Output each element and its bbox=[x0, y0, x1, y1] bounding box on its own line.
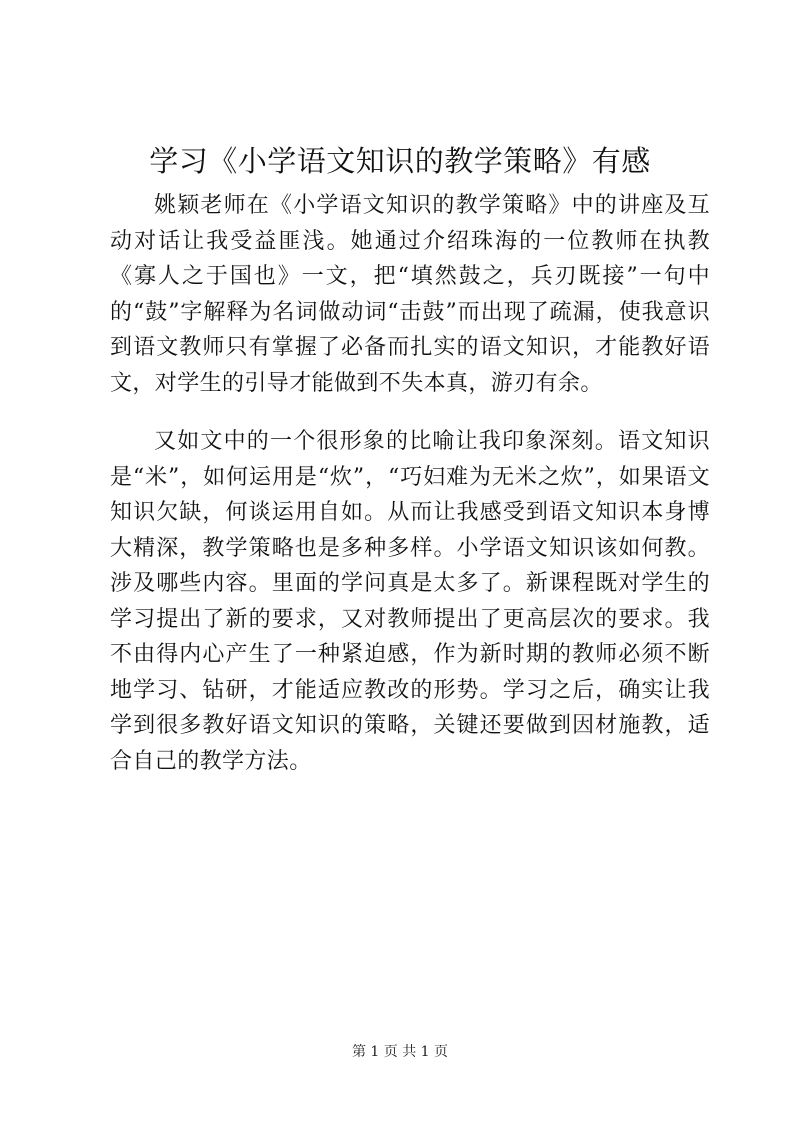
document-title: 学习《小学语文知识的教学策略》有感 bbox=[149, 144, 651, 178]
page-footer: 第 1 页 共 1 页 bbox=[351, 1044, 449, 1060]
paragraph-2: 又如文中的一个很形象的比喻让我印象深刻。语文知识是“米”，如何运用是“炊”，“巧妇难为无米之炊”，如果语文知识欠缺，何谈运用自如。从而让我感受到语文知识本身博大精深，教学策略也是多种多样。小学语文知识该如何教。涉及哪些内容。里面的学问真是太多了。新课程既对学生的学习提出了新的要求，又对教师提出了更高层次的要求。我不由得内心产生了一种紧迫感，作为新时期的教师必须不断地学习、钻研，才能适应教改的形势。学习之后，确实让我学到很多教好语文知识的策略，关键还要做到因材施教，适合自己的教学方法。 bbox=[110, 429, 710, 774]
paragraph-1: 姚颖老师在《小学语文知识的教学策略》中的讲座及互动对话让我受益匪浅。她通过介绍珠海的一位教师在执教《寡人之于国也》一文，把“填然鼓之，兵刃既接”一句中的“鼓”字解释为名词做动词“击鼓”而出现了疏漏，使我意识到语文教师只有掌握了必备而扎实的语文知识，才能教好语文，对学生的引导才能做到不失本真，游刃有余。 bbox=[110, 193, 710, 396]
